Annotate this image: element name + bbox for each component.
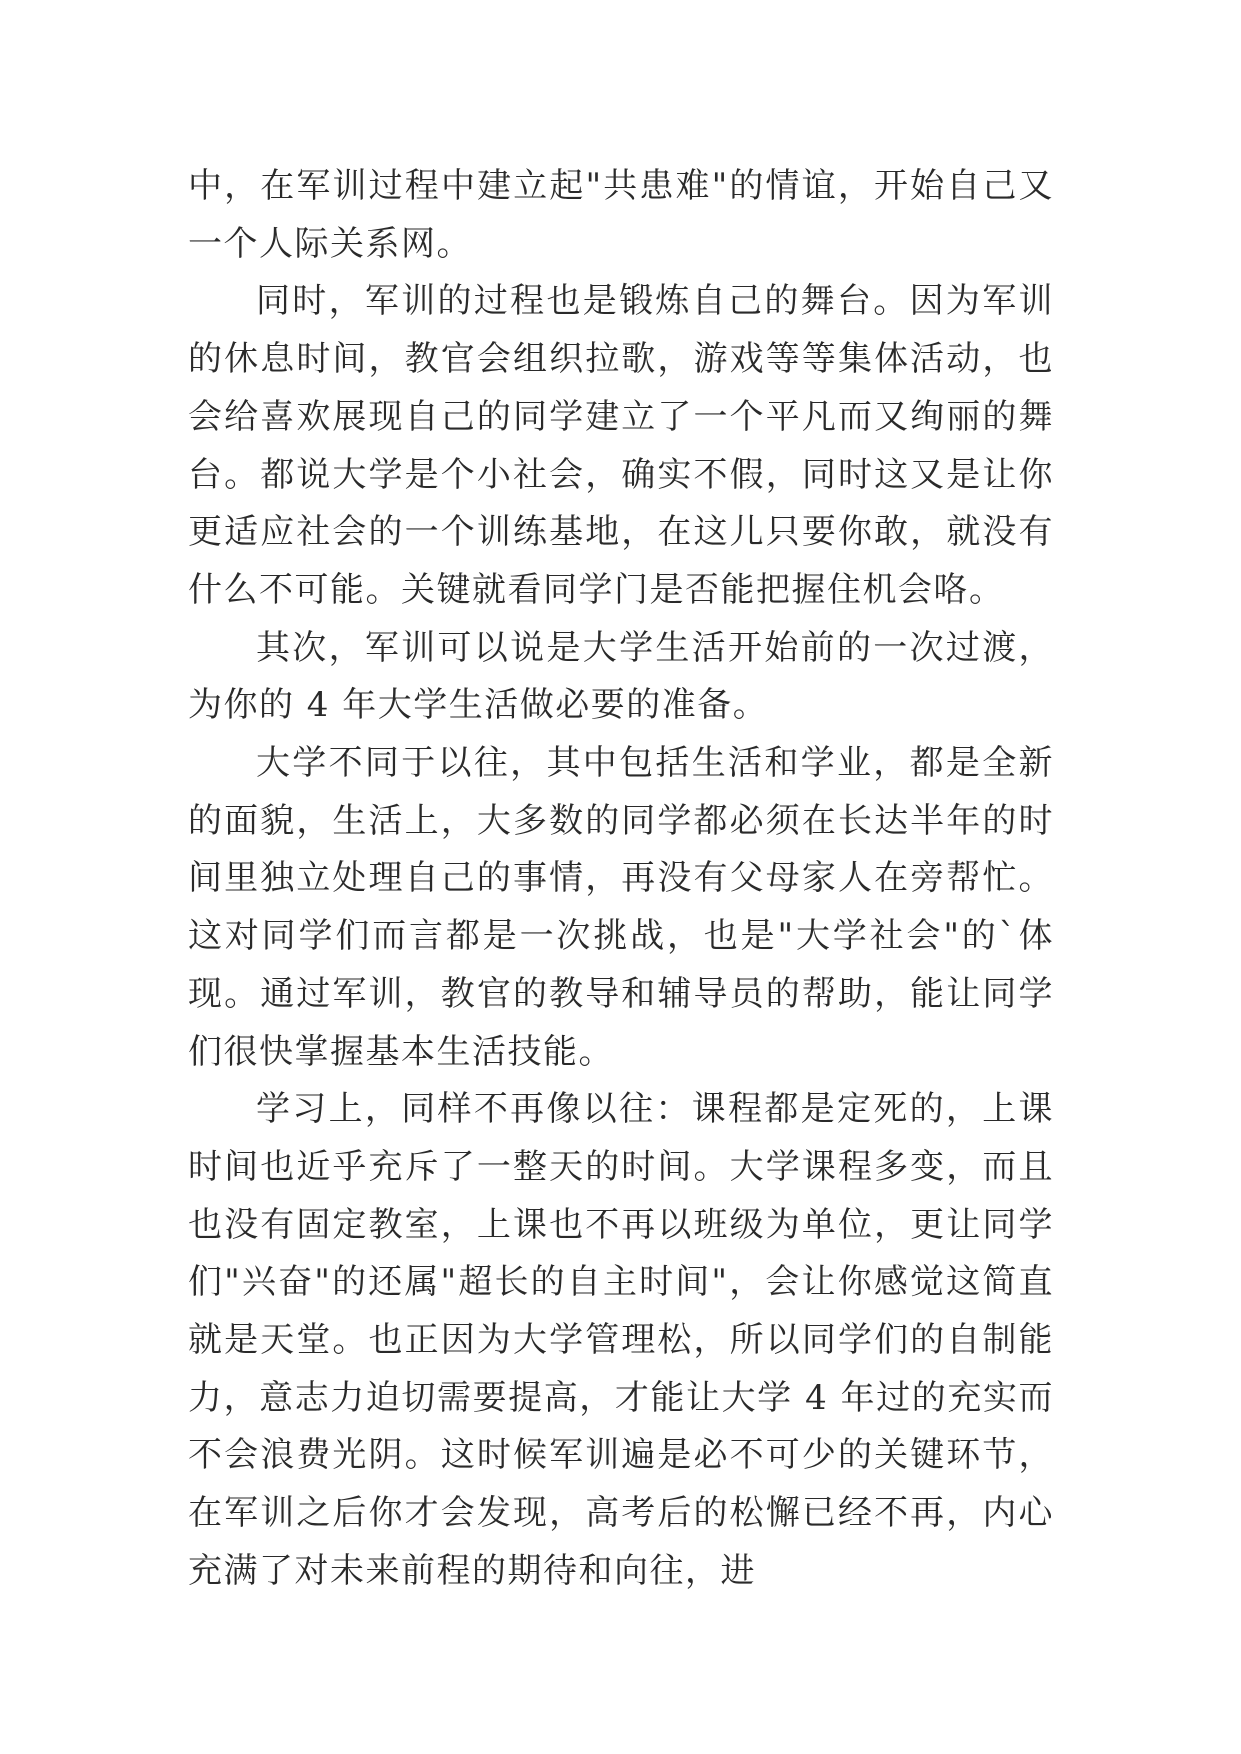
paragraph-2: 同时，军训的过程也是锻炼自己的舞台。因为军训的休息时间，教官会组织拉歌，游戏等等集体活动，也会给喜欢展现自己的同学建立了一个平凡而又绚丽的舞台。都说大学是个小社会，确实不假，同时这又是让你更适应社会的一个训练基地，在这儿只要你敢，就没有什么不可能。关键就看同学门是否能把握住机会咯。 <box>188 281 1054 610</box>
document-body <box>188 158 1054 1601</box>
paragraph-1: 中，在军训过程中建立起"共患难"的情谊，开始自己又一个人际关系网。 <box>188 166 1054 264</box>
paragraph-3: 其次，军训可以说是大学生活开始前的一次过渡，为你的 4 年大学生活做必要的准备。 <box>188 627 1054 726</box>
paragraph-5: 学习上，同样不再像以往：课程都是定死的，上课时间也近乎充斥了一整天的时间。大学课程多变，而且也没有固定教室，上课也不再以班级为单位，更让同学们"兴奋"的还属"超长的自主时间"，会让你感觉这简直就是天堂。也正因为大学管理松，所以同学们的自制能力，意志力迫切需要提高，才能让大学 4 年过的充实而不会浪费光阴。这时候军训遍是必不可少的关键环节，在军训之后你才会发现，高考后的松懈已经不再，内心充满了对未来前程的期待和向往，进 <box>188 1089 1054 1591</box>
paragraph-4: 大学不同于以往，其中包括生活和学业，都是全新的面貌，生活上，大多数的同学都必须在长达半年的时间里独立处理自己的事情，再没有父母家人在旁帮忙。这对同学们而言都是一次挑战，也是"大学社会"的`体现。通过军训，教官的教导和辅导员的帮助，能让同学们很快掌握基本生活技能。 <box>188 743 1054 1072</box>
